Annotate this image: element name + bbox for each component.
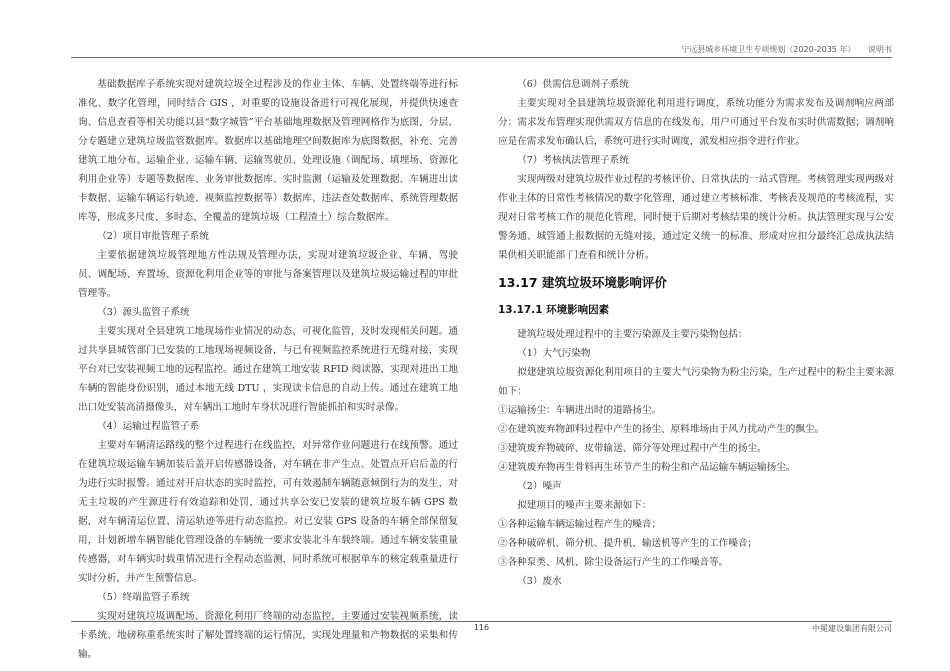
- heading-air-pollutants: （1）大气污染物: [517, 348, 591, 359]
- heading-supply-subsystem: （6）供需信息调剂子系统: [517, 79, 629, 90]
- footer-rule: [71, 621, 892, 622]
- paragraph-supply: 主要实现对全县建筑垃圾资源化利用进行调度，系统功能分为需求发布及调剂响应两部分：需求发布管理实现供需双方信息的在线发布，用户可通过平台发布实时供需数据；调剂响应是在需求发布确认后，系统可进行实时调度，派发相应指令进行作业。: [498, 98, 894, 147]
- list-item: ④建筑废弃物再生骨料再生环节产生的粉尘和产品运输车辆运输扬尘。: [498, 462, 796, 473]
- right-column: [498, 75, 894, 591]
- paragraph-air: 拟建建筑垃圾资源化利用项目的主要大气污染物为粉尘污染，生产过程中的粉尘主要来源如下：: [498, 367, 894, 397]
- list-item: ②在建筑废弃物卸料过程中产生的扬尘、原料堆场由于风力扰动产生的飘尘。: [498, 424, 825, 435]
- heading-source-subsystem: （3）源头监管子系统: [97, 307, 190, 318]
- paragraph-intro: 建筑垃圾处理过程中的主要污染源及主要污染物包括：: [517, 329, 748, 340]
- list-item: ③建筑废弃物破碎、皮带输送、筛分等处理过程中产生的扬尘。: [498, 443, 767, 454]
- paragraph-approval: 主要依据建筑垃圾管理地方性法规及管理办法，实现对建筑垃圾企业、车辆、驾驶员、调配场、弃置场、资源化利用企业等的审批与备案管理以及建筑垃圾运输过程的审批管理等。: [78, 250, 458, 299]
- list-item: ③各种泵类、风机、除尘设备运行产生的工作噪音等。: [498, 557, 729, 568]
- header-section: 说明书: [868, 45, 892, 54]
- section-title: 13.17 建筑垃圾环境影响评价: [498, 275, 667, 290]
- paragraph-assessment: 实现两级对建筑垃圾作业过程的考核评价、日常执法的一站式管理。考核管理实现两级对作业主体的日常性考核情况的数字化管理，通过建立考核标准、考核表及规范的考核流程，实现对日常考核工作的规范化管理，同时便于后期对考核结果的统计分析。执法管理实现与公安警务通、城管通上报数据的无缝对接，通过定义统一的标准、形成对应扣分最终汇总成执法结果供相关职能部 门查看和统计分析。: [498, 174, 894, 261]
- heading-terminal-subsystem: （5）终端监管子系统: [97, 592, 190, 603]
- company-name: 中冕建设集团有限公司: [812, 624, 892, 633]
- heading-assessment-subsystem: （7）考核执法管理子系统: [517, 155, 629, 166]
- header-title: 宁远县城乡环境卫生专项规划（2020-2035 年）: [681, 45, 856, 54]
- list-item: ①运输扬尘：车辆进出时的道路扬尘。: [498, 405, 662, 416]
- heading-wastewater: （3）废水: [517, 576, 562, 587]
- heading-noise: （2）噪声: [517, 481, 562, 492]
- paragraph-noise: 拟建项目的噪声主要来源如下：: [517, 500, 652, 511]
- paragraph-database: 基础数据库子系统实现对建筑垃圾全过程涉及的作业主体、车辆、处置终端等进行标准化、数字化管理，同时结合 GIS ，对重要的设施设备进行可视化展现，并提供快速查询、信息查看等相关功能以县“数字城管”平台基础地理数据及管理网格作为底图，分层、分专题建立建筑垃圾监管数据库。数据库以基础地理空间数据库为底图数据，补充、完善建筑工地分布、运输企业、运输车辆、运输驾驶员、处理设施（调配场、填埋场、资源化利用企业等）专题等数据库、业务审批数据库、实时监测（运输及处理数据、车辆进出读卡数据、运输车辆运行轨迹、视频监控数据等）数据库、违法查处数据库、系统管理数据库等，形成多尺度、多时态、全覆盖的建筑垃圾（工程渣土）综合数据库。: [78, 79, 458, 223]
- list-item: ①各种运输车辆运输过程产生的噪音；: [498, 519, 662, 530]
- list-item: ②各种破碎机、筛分机、提升机、输送机等产生的工作噪音；: [498, 538, 758, 549]
- left-column: [78, 75, 458, 664]
- paragraph-terminal: 实现对建筑垃圾调配场、资源化利用厂终端的动态监控，主要通过安装视频系统，读卡系统、地磅称重系统实时了解处置终端的运行情况，实现处理量和产物数据的采集和传输。: [78, 611, 458, 660]
- heading-approval-subsystem: （2）项目审批管理子系统: [97, 231, 209, 242]
- heading-transport-subsystem: （4）运输过程监管子系: [97, 421, 200, 432]
- subsection-title: 13.17.1 环境影响因素: [498, 304, 610, 316]
- header-rule: [71, 57, 892, 58]
- page-number: 116: [473, 623, 490, 632]
- paragraph-transport: 主要对车辆清运路线的整个过程进行在线监控，对异常作业问题进行在线预警。通过在建筑垃圾运输车辆加装后盖开启传感器设备，对车辆在非产生点、处置点开启后盖的行为进行实时报警。通过对开启状态的实时监控，可有效遏制车辆随意倾倒行为的发生，对无主垃圾的产生源进行有效追踪和处罚，通过共享公安已安装的建筑垃圾车辆 GPS 数据，对车辆清运位置、清运轨迹等进行动态监控。对已安装 GPS 设备的车辆全部保留复用，计划新增车辆智能化管理设备的车辆统一要求安装北斗车载终端。通过车辆安装重量传感器，对车辆实时载重情况进行全程动态监测，同时系统可根据单车的核定载重量进行实时分析，并产生预警信息。: [78, 440, 458, 584]
- paragraph-source: 主要实现对全县建筑工地现场作业情况的动态、可视化监管，及时发现相关问题。通过共享县城管部门已安装的工地现场视频设备，与已有视频监控系统进行无缝对接，实现平台对已安装视频工地的远程监控。通过在建筑工地安装 RFID 阅读器，实现对进出工地车辆的智能身份识别，通过本地无线 DTU ，实现读卡信息的自动上传。通过在建筑工地出口处安装高清摄像头，对车辆出工地时车身状况进行智能抓拍和实时录像。: [78, 326, 458, 413]
- page-footer: [71, 623, 892, 635]
- page-header: [71, 43, 892, 57]
